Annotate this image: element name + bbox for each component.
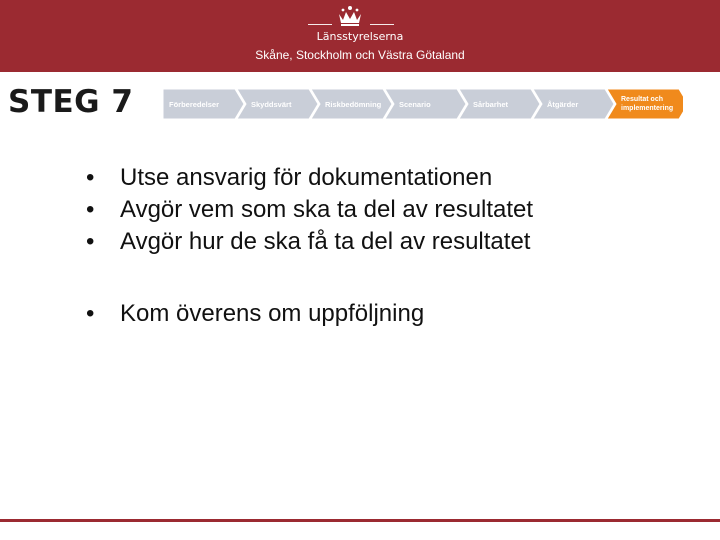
bullet-item bbox=[86, 162, 533, 194]
bullet-dot: • bbox=[86, 164, 95, 191]
org-name: Länsstyrelserna bbox=[316, 30, 404, 43]
logo-divider-right bbox=[370, 24, 394, 25]
bullet-text: Kom överens om uppföljning bbox=[120, 300, 425, 327]
crown-icon bbox=[336, 4, 364, 28]
process-step-label: Förberedelser bbox=[169, 100, 220, 109]
regions-text: Skåne, Stockholm och Västra Götaland bbox=[255, 48, 465, 62]
process-step-shape bbox=[607, 89, 683, 119]
process-step bbox=[385, 89, 466, 119]
bullet-dot: • bbox=[86, 228, 95, 255]
bullet-dot: • bbox=[86, 300, 95, 327]
bullet-text: Avgör hur de ska få ta del av resultatet bbox=[120, 228, 531, 255]
process-step-label: Åtgärder bbox=[547, 100, 579, 109]
process-step bbox=[237, 89, 318, 119]
process-step-label: Riskbedömning bbox=[325, 100, 382, 109]
bullet-dot: • bbox=[86, 196, 95, 223]
bullet-item bbox=[86, 298, 533, 330]
bullet-text: Utse ansvarig för dokumentationen bbox=[120, 164, 493, 191]
process-step bbox=[163, 89, 244, 119]
process-step-label: implementering bbox=[621, 105, 674, 112]
process-step bbox=[311, 89, 392, 119]
footer-bar bbox=[0, 519, 720, 522]
bullet-list bbox=[86, 162, 533, 330]
process-step bbox=[607, 89, 683, 119]
process-step-label: Resultat och bbox=[621, 96, 664, 103]
process-step bbox=[533, 89, 614, 119]
process-step-label: Skyddsvärt bbox=[251, 100, 292, 109]
header-banner bbox=[0, 0, 720, 72]
step-title: STEG 7 bbox=[8, 84, 134, 120]
process-step bbox=[459, 89, 540, 119]
bullet-item bbox=[86, 226, 533, 258]
process-chevron-bar bbox=[163, 86, 683, 122]
logo-divider-left bbox=[308, 24, 332, 25]
bullet-text: Avgör vem som ska ta del av resultatet bbox=[120, 196, 534, 223]
bullet-item bbox=[86, 194, 533, 226]
process-step-label: Scenario bbox=[399, 100, 431, 109]
process-step-label: Sårbarhet bbox=[473, 100, 509, 109]
